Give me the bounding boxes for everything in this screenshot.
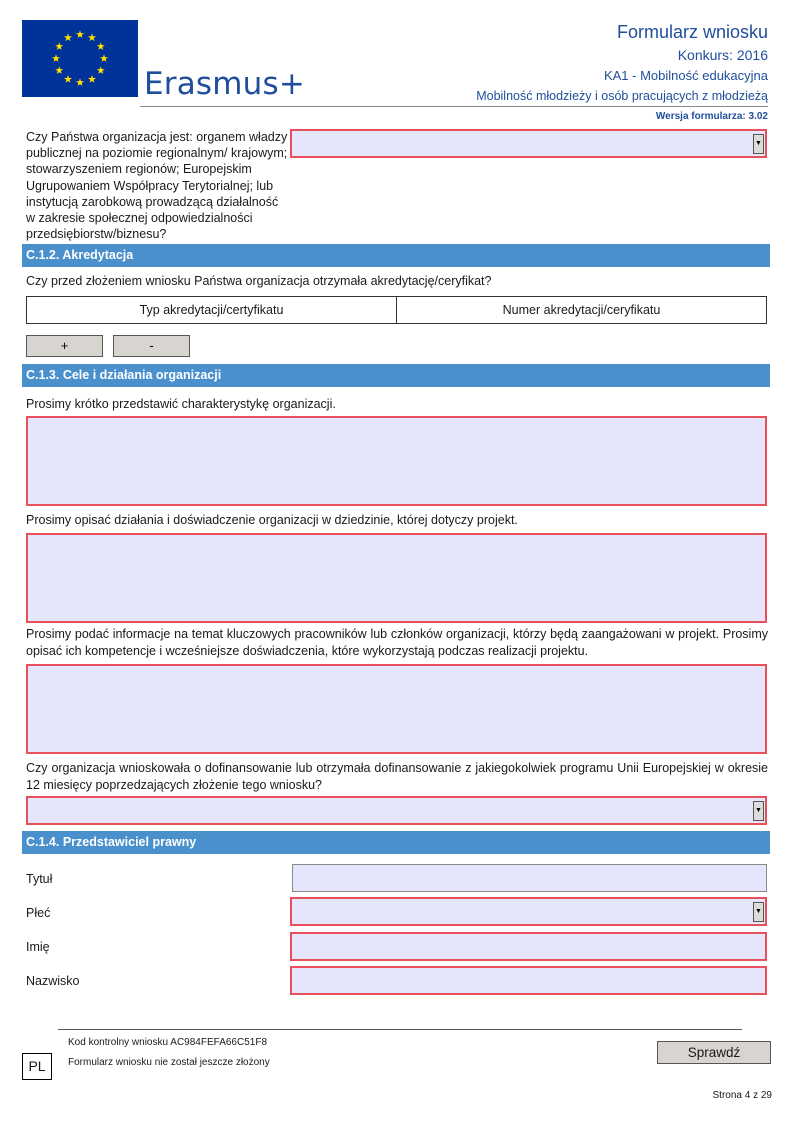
- form-header: [476, 20, 768, 106]
- eu-flag-logo: [22, 20, 138, 97]
- key-staff-question: Prosimy podać informacje na temat kluczowych pracowników lub członków organizacji, którzy będą zaangażowani w projekt. Prosimy opisać ich kompetencje i wcześniejsze doświadczenia, które wykorzystają podczas realizacji projektu.: [26, 627, 768, 658]
- last-name-input[interactable]: [290, 966, 767, 995]
- form-title: Formularz wniosku: [616, 22, 768, 42]
- public-body-question: Czy Państwa organizacja jest: organem władzy publicznej na poziomie regionalnym/ krajowym; stowarzyszeniem regionów; Europejskim Ugrupowaniem Współpracy Terytorialnej; lub instytucją zarobkową prowadzącą działalność w zakresie społecznej odpowiedzialności przedsiębiorstw/biznesu?: [26, 130, 288, 242]
- eu-stars-icon: [22, 20, 138, 97]
- section-accreditation: C.1.2. Akredytacja: [22, 244, 770, 267]
- accreditation-table: [26, 296, 767, 324]
- erasmus-logo-text: Erasmus+: [144, 66, 306, 102]
- eu-funding-question: Czy organizacja wnioskowała o dofinansowanie lub otrzymała dofinansowanie z jakiegokolwiek programu Unii Europejskiej w okresie 12 miesięcy poprzedzających złożenie tego wniosku?: [26, 761, 768, 792]
- header-divider: [140, 106, 768, 107]
- last-name-label: Nazwisko: [26, 974, 80, 988]
- gender-select[interactable]: [290, 897, 767, 926]
- eu-funding-select[interactable]: [26, 796, 767, 825]
- key-staff-textarea[interactable]: [26, 664, 767, 754]
- submission-status: Formularz wniosku nie został jeszcze złożony: [68, 1057, 270, 1068]
- language-badge: PL: [22, 1053, 52, 1080]
- gender-label: Płeć: [26, 906, 51, 920]
- form-version: Wersja formularza: 3.02: [655, 111, 768, 122]
- organization-description-question: Prosimy krótko przedstawić charakterystykę organizacji.: [26, 397, 336, 411]
- add-row-button[interactable]: +: [26, 335, 103, 357]
- footer-divider: [58, 1029, 742, 1030]
- public-body-select[interactable]: [290, 129, 767, 158]
- control-code: Kod kontrolny wniosku AC984FEFA66C51F8: [68, 1037, 267, 1048]
- column-header-number: Numer akredytacji/ceryfikatu: [396, 297, 766, 323]
- chevron-down-icon[interactable]: ▼: [753, 134, 764, 154]
- action-name: KA1 - Mobilność edukacyjna: [603, 68, 768, 83]
- chevron-down-icon[interactable]: ▼: [753, 801, 764, 821]
- first-name-label: Imię: [26, 940, 50, 954]
- column-header-type: Typ akredytacji/certyfikatu: [139, 303, 284, 317]
- accreditation-question: Czy przed złożeniem wniosku Państwa organizacja otrzymała akredytację/ceryfikat?: [26, 274, 492, 288]
- title-input[interactable]: [292, 864, 767, 892]
- page-number: Strona 4 z 29: [712, 1090, 772, 1101]
- organization-activities-question: Prosimy opisać działania i doświadczenie organizacji w dziedzinie, której dotyczy projekt.: [26, 513, 518, 527]
- title-label: Tytuł: [26, 872, 53, 886]
- contest-year: Konkurs: 2016: [677, 47, 768, 63]
- section-legal-representative: C.1.4. Przedstawiciel prawny: [22, 831, 770, 854]
- first-name-input[interactable]: [290, 932, 767, 961]
- check-button[interactable]: Sprawdź: [657, 1041, 771, 1064]
- organization-activities-textarea[interactable]: [26, 533, 767, 623]
- form-subtitle: Mobilność młodzieży i osób pracujących z młodzieżą: [476, 89, 768, 103]
- organization-description-textarea[interactable]: [26, 416, 767, 506]
- section-goals: C.1.3. Cele i działania organizacji: [22, 364, 770, 387]
- chevron-down-icon[interactable]: ▼: [753, 902, 764, 922]
- remove-row-button[interactable]: -: [113, 335, 190, 357]
